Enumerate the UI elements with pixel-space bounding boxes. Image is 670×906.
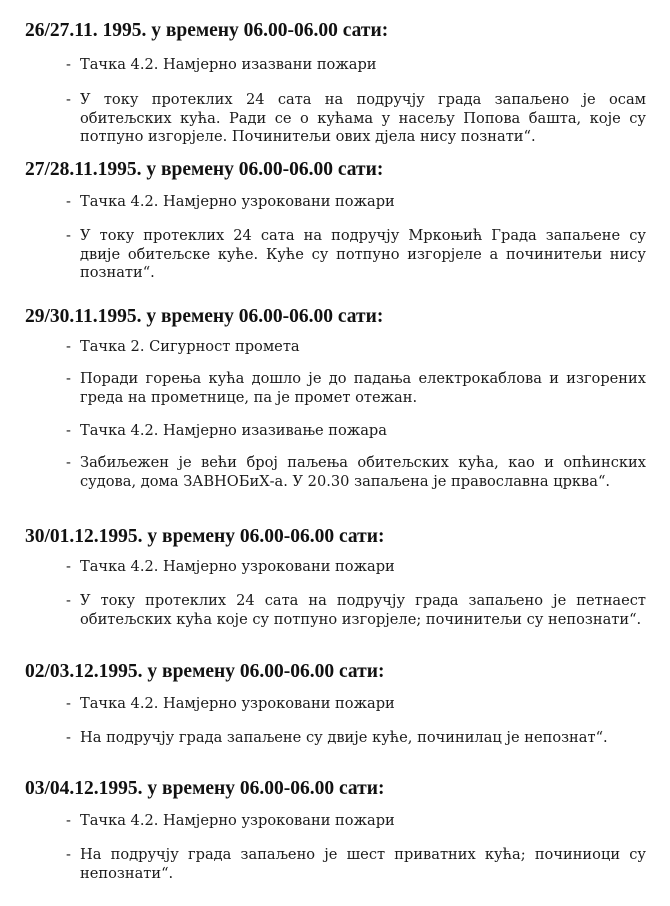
section-heading: 29/30.11.1995. у времену 06.00-06.00 сати:	[25, 306, 384, 327]
bullet-dash: -	[66, 370, 71, 387]
list-item	[66, 370, 646, 407]
section-heading: 02/03.12.1995. у времену 06.00-06.00 сати:	[25, 661, 385, 682]
item-text: У току протеклих 24 сата на подручју града запаљено је петнаест обитељских кућа које су потпуно изгорјеле; починитељи су непознати“.	[80, 592, 646, 628]
bullet-dash: -	[66, 729, 71, 746]
item-text: Тачка 2. Сигурност промета	[80, 338, 300, 355]
bullet-dash: -	[66, 56, 71, 73]
bullet-dash: -	[66, 227, 71, 244]
list-item	[66, 558, 646, 577]
item-text: На подручју града запаљене су двије куће, починилац је непознат“.	[80, 729, 608, 746]
bullet-dash: -	[66, 846, 71, 863]
section-heading: 30/01.12.1995. у времену 06.00-06.00 сати:	[25, 526, 385, 547]
bullet-dash: -	[66, 695, 71, 712]
bullet-dash: -	[66, 193, 71, 210]
bullet-dash: -	[66, 91, 71, 108]
list-item	[66, 592, 646, 629]
bullet-dash: -	[66, 422, 71, 439]
list-item	[66, 846, 646, 883]
item-text: Тачка 4.2. Намјерно изазивање пожара	[80, 422, 387, 439]
item-text: Забиљежен је већи број паљења обитељских кућа, као и опћинских судова, дома ЗАВНОБиХ-а. У 20.30 запаљена је православна црква“.	[80, 454, 646, 490]
item-text: У току протеклих 24 сата на подручју града запаљено је осам обитељских кућа. Ради се о кућама у насељу Попова башта, које су потпуно изгорјеле. Починитељи ових дјела нису познати“.	[80, 91, 646, 145]
section-heading: 26/27.11. 1995. у времену 06.00-06.00 сати:	[25, 20, 389, 41]
list-item	[66, 422, 646, 441]
bullet-dash: -	[66, 338, 71, 355]
section-heading: 03/04.12.1995. у времену 06.00-06.00 сати:	[25, 778, 385, 799]
section-heading: 27/28.11.1995. у времену 06.00-06.00 сати:	[25, 159, 384, 180]
item-text: Тачка 4.2. Намјерно узроковани пожари	[80, 812, 395, 829]
list-item	[66, 812, 646, 831]
list-item	[66, 193, 646, 212]
bullet-dash: -	[66, 454, 71, 471]
list-item	[66, 338, 646, 357]
list-item	[66, 91, 646, 147]
list-item	[66, 729, 646, 748]
bullet-dash: -	[66, 592, 71, 609]
list-item	[66, 56, 646, 75]
item-text: У току протеклих 24 сата на подручју Мркоњић Града запаљене су двије обитељске куће. Куће су потпуно изгорјеле а починитељи нису познати“.	[80, 227, 646, 281]
item-text: На подручју града запаљено је шест приватних кућа; починиоци су непознати“.	[80, 846, 646, 882]
bullet-dash: -	[66, 812, 71, 829]
item-text: Тачка 4.2. Намјерно узроковани пожари	[80, 558, 395, 575]
item-text: Тачка 4.2. Намјерно узроковани пожари	[80, 193, 395, 210]
bullet-dash: -	[66, 558, 71, 575]
list-item	[66, 227, 646, 283]
item-text: Тачка 4.2. Намјерно изазвани пожари	[80, 56, 377, 73]
item-text: Тачка 4.2. Намјерно узроковани пожари	[80, 695, 395, 712]
list-item	[66, 695, 646, 714]
list-item	[66, 454, 646, 491]
item-text: Поради горења кућа дошло је до падања електрокаблова и изгорених греда на прометнице, па је промет отежан.	[80, 370, 646, 406]
